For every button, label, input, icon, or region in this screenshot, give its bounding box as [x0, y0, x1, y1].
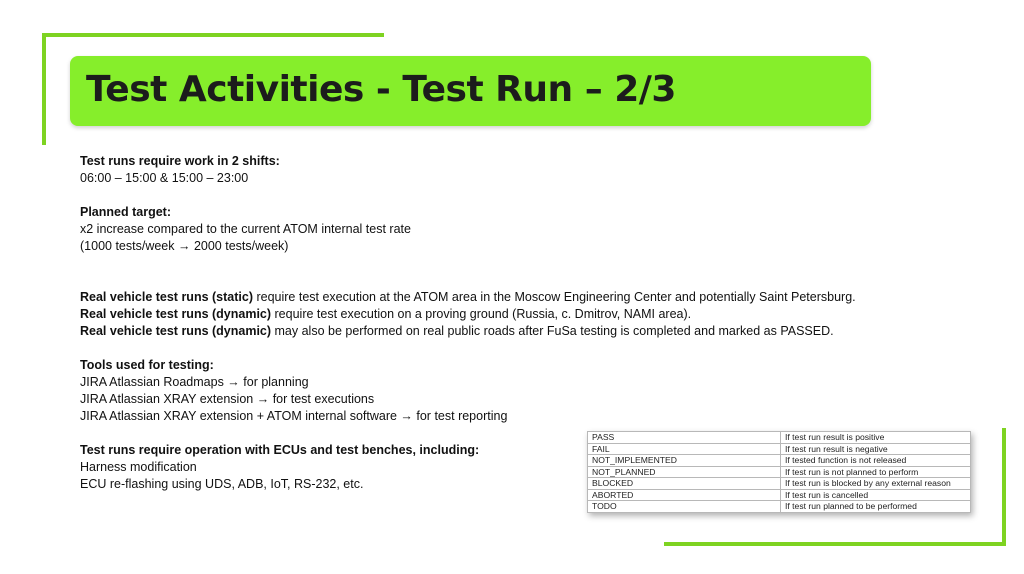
vehicle-run-dynamic-roads	[80, 323, 940, 340]
table-row	[588, 455, 971, 467]
status-description: If test run result is positive	[781, 432, 971, 444]
target-heading: Planned target:	[80, 205, 171, 219]
target-line-1: x2 increase compared to the current ATOM internal test rate	[80, 222, 411, 236]
table-row	[588, 478, 971, 490]
vehicle-run-text: may also be performed on real public roads after FuSa testing is completed and marked as PASSED.	[271, 324, 834, 338]
status-description: If test run is blocked by any external reason	[781, 478, 971, 490]
table-row	[588, 466, 971, 478]
tools-item: JIRA Atlassian XRAY extension → for test executions	[80, 392, 375, 406]
target-line-2: (1000 tests/week → 2000 tests/week)	[80, 239, 289, 253]
status-description: If test run is cancelled	[781, 489, 971, 501]
shifts-heading: Test runs require work in 2 shifts:	[80, 154, 280, 168]
test-status-table	[587, 431, 971, 513]
shifts-value: 06:00 – 15:00 & 15:00 – 23:00	[80, 171, 249, 185]
ecus-item: Harness modification	[80, 460, 197, 474]
status-code: BLOCKED	[588, 478, 781, 490]
ecus-item: ECU re-flashing using UDS, ADB, IoT, RS-232, etc.	[80, 477, 364, 491]
vehicle-run-label: Real vehicle test runs (dynamic)	[80, 307, 272, 321]
status-code: TODO	[588, 501, 781, 513]
status-code: NOT_IMPLEMENTED	[588, 455, 781, 467]
corner-frame-right	[1002, 428, 1006, 546]
status-code: FAIL	[588, 443, 781, 455]
slide-title: Test Activities - Test Run – 2/3	[86, 69, 676, 110]
title-banner	[70, 56, 871, 126]
tools-item: JIRA Atlassian Roadmaps → for planning	[80, 375, 309, 389]
status-code: PASS	[588, 432, 781, 444]
status-description: If test run is not planned to perform	[781, 466, 971, 478]
tools-heading: Tools used for testing:	[80, 358, 214, 372]
vehicle-run-label: Real vehicle test runs (static)	[80, 290, 253, 304]
table-row	[588, 432, 971, 444]
vehicle-run-label: Real vehicle test runs (dynamic)	[80, 324, 272, 338]
corner-frame-left	[42, 33, 46, 145]
vehicle-run-dynamic	[80, 306, 940, 323]
tools-item: JIRA Atlassian XRAY extension + ATOM internal software → for test reporting	[80, 409, 508, 423]
vehicle-run-text: require test execution on a proving ground (Russia, c. Dmitrov, NAMI area).	[271, 307, 692, 321]
ecus-heading: Test runs require operation with ECUs and test benches, including:	[80, 443, 480, 457]
corner-frame-bottom-right	[664, 542, 1006, 546]
table-row	[588, 501, 971, 513]
status-description: If test run planned to be performed	[781, 501, 971, 513]
vehicle-run-text: require test execution at the ATOM area in the Moscow Engineering Center and potentially Saint Petersburg.	[252, 290, 856, 304]
table-row	[588, 489, 971, 501]
table-row	[588, 443, 971, 455]
vehicle-run-static	[80, 289, 940, 306]
status-code: NOT_PLANNED	[588, 466, 781, 478]
status-code: ABORTED	[588, 489, 781, 501]
status-description: If test run result is negative	[781, 443, 971, 455]
status-description: If tested function is not released	[781, 455, 971, 467]
corner-frame-top-left	[42, 33, 384, 37]
